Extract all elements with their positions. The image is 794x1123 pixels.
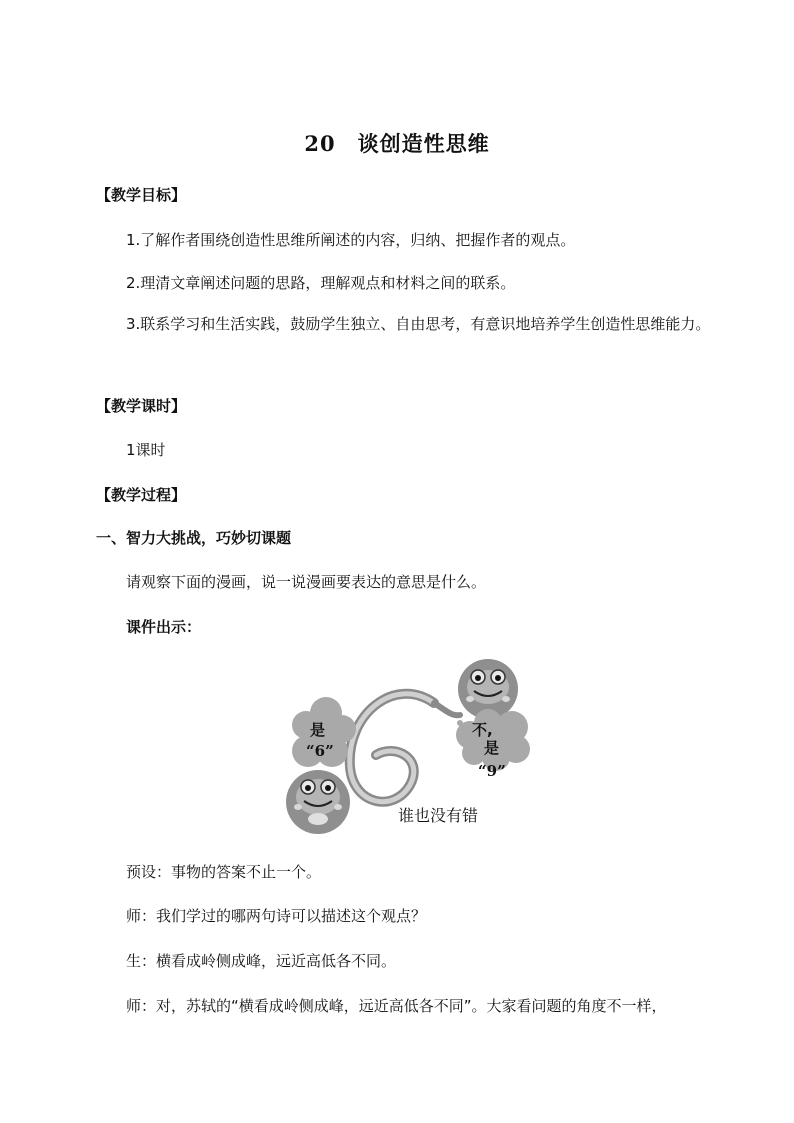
title-text: 谈创造性思维 bbox=[357, 132, 490, 156]
left-bubble-text-1: 是 bbox=[310, 721, 326, 739]
process-heading: 【教学过程】 bbox=[96, 486, 187, 504]
teacher-line-2: 师：对，苏轼的“横看成岭侧成峰，远近高低各不同”。大家看问题的角度不一样， bbox=[126, 997, 667, 1015]
left-bubble-text-2: “6” bbox=[306, 742, 334, 760]
numeral-six-nine-shape bbox=[350, 694, 460, 802]
page-title bbox=[0, 128, 794, 158]
hours-text: 1课时 bbox=[126, 441, 166, 459]
frog-left-icon bbox=[286, 770, 350, 834]
goal-1: 1.了解作者围绕创造性思维所阐述的内容，归纳、把握作者的观点。 bbox=[126, 231, 576, 249]
goals-heading: 【教学目标】 bbox=[96, 186, 187, 204]
goal-2: 2.理清文章阐述问题的思路，理解观点和材料之间的联系。 bbox=[126, 274, 516, 292]
part1-heading: 一、智力大挑战，巧妙切课题 bbox=[96, 529, 292, 547]
preset-text: 预设：事物的答案不止一个。 bbox=[126, 863, 322, 881]
title-number: 20 bbox=[304, 131, 336, 156]
student-line-1: 生：横看成岭侧成峰，远近高低各不同。 bbox=[126, 952, 397, 970]
right-bubble-text-3: “9” bbox=[478, 762, 506, 780]
right-bubble-text-2: 是 bbox=[484, 739, 500, 757]
goal-3: 3.联系学习和生活实践，鼓励学生独立、自由思考，有意识地培养学生创造性思维能力。 bbox=[126, 315, 711, 333]
instruction-text: 请观察下面的漫画，说一说漫画要表达的意思是什么。 bbox=[126, 573, 487, 591]
right-bubble-text-1: 不, bbox=[472, 721, 493, 739]
teacher-line-1: 师：我们学过的哪两句诗可以描述这个观点？ bbox=[126, 907, 427, 925]
figure-caption: 谁也没有错 bbox=[398, 806, 479, 825]
hours-heading: 【教学课时】 bbox=[96, 397, 187, 415]
cartoon-figure bbox=[284, 655, 530, 835]
courseware-label: 课件出示： bbox=[126, 618, 202, 636]
